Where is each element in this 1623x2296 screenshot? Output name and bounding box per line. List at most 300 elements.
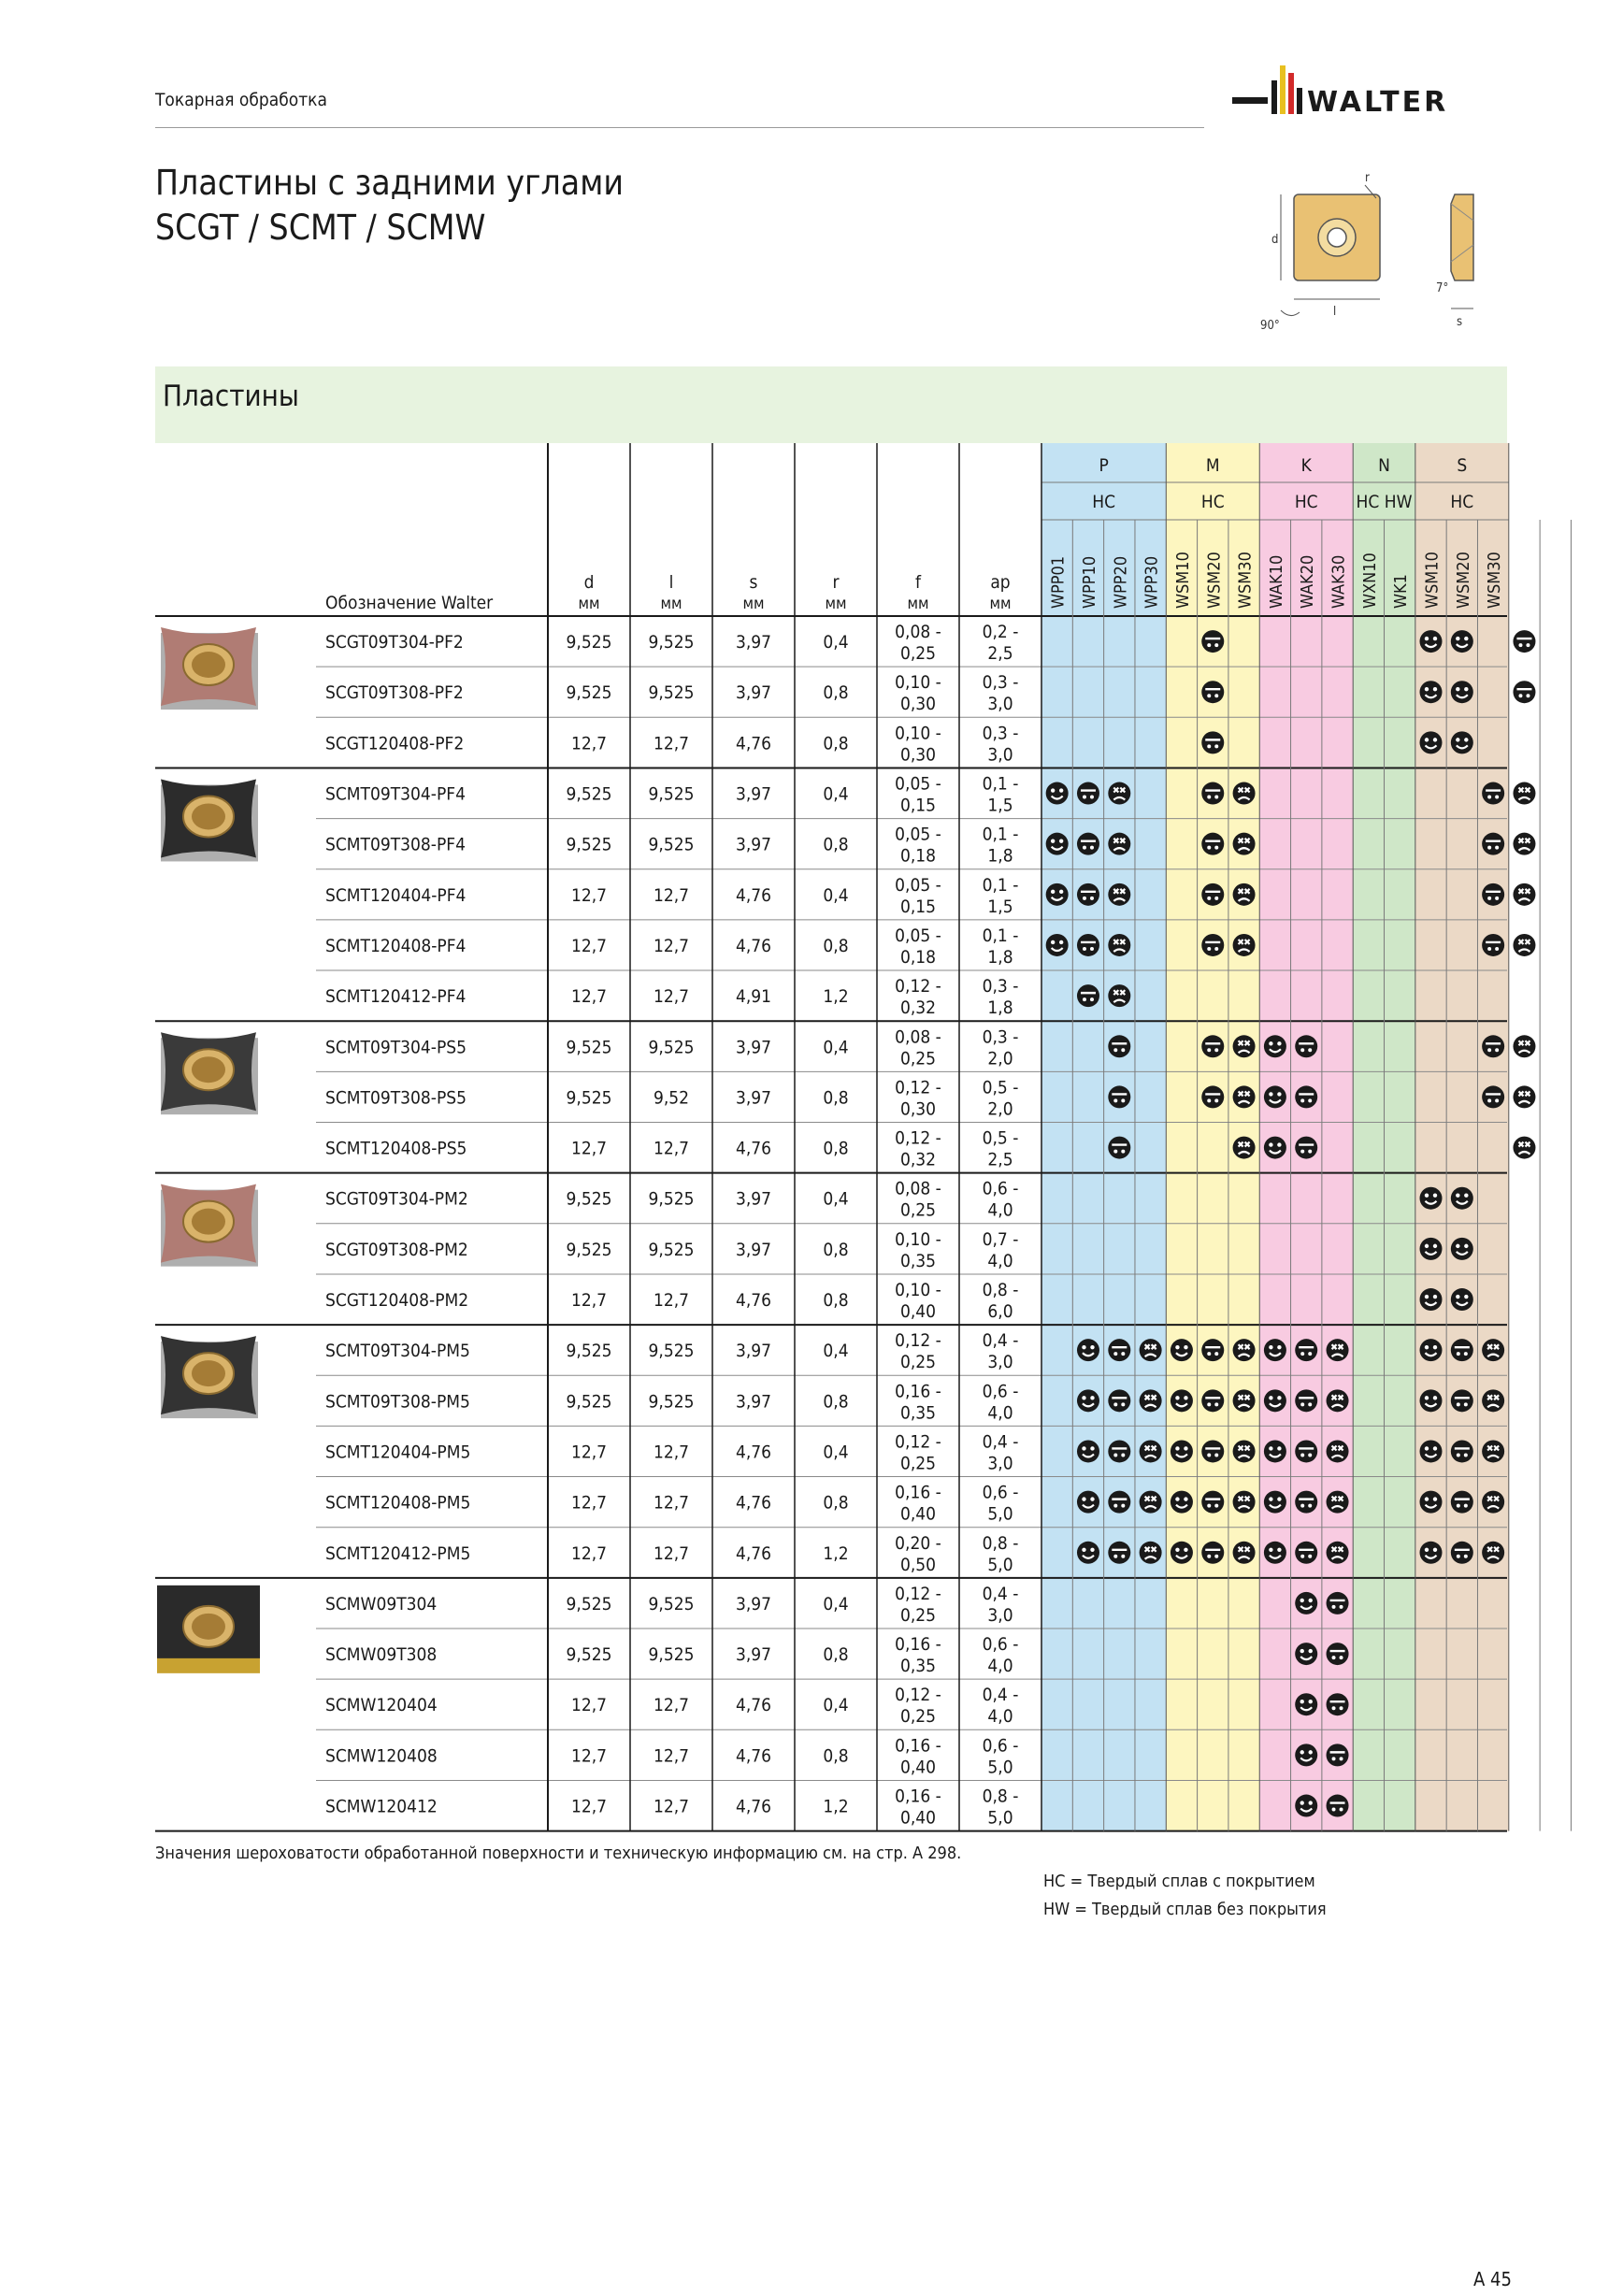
table-row bbox=[325, 825, 1018, 867]
value-s: 4,76 bbox=[735, 1695, 772, 1716]
suitability-mark-medium bbox=[1201, 1491, 1224, 1514]
suitability-mark-good bbox=[1451, 630, 1473, 653]
value-f-min: 0,20 - bbox=[895, 1532, 941, 1554]
value-f-max: 0,50 bbox=[899, 1554, 937, 1575]
designation: SCGT09T308-PM2 bbox=[325, 1239, 468, 1260]
grade-wak30: WAK30 bbox=[1329, 554, 1349, 609]
value-r: 0,8 bbox=[823, 682, 849, 704]
value-r: 0,8 bbox=[823, 1745, 849, 1767]
title-line-1: Пластины с задними углами bbox=[155, 163, 624, 203]
value-s: 3,97 bbox=[735, 1391, 772, 1413]
value-r: 0,8 bbox=[823, 733, 849, 754]
suitability-mark-medium bbox=[1482, 782, 1504, 805]
suitability-mark-limited bbox=[1233, 934, 1256, 956]
scmt-ps5-insert bbox=[161, 1032, 258, 1114]
suitability-mark-medium bbox=[1108, 1137, 1130, 1159]
suitability-mark-good bbox=[1295, 1744, 1317, 1766]
value-l: 9,525 bbox=[648, 783, 695, 805]
scmw-insert bbox=[157, 1586, 260, 1673]
value-d: 9,525 bbox=[566, 834, 612, 855]
suitability-mark-medium bbox=[1108, 1440, 1130, 1462]
value-ap-max: 5,0 bbox=[987, 1757, 1013, 1778]
value-l: 12,7 bbox=[653, 1290, 690, 1312]
suitability-mark-limited bbox=[1108, 782, 1130, 805]
table-row bbox=[325, 1584, 1018, 1626]
value-r: 0,8 bbox=[823, 1492, 849, 1514]
value-ap-min: 0,6 - bbox=[982, 1381, 1019, 1402]
value-f-min: 0,12 - bbox=[895, 1431, 941, 1453]
value-ap-max: 6,0 bbox=[987, 1301, 1013, 1323]
group-letter-N: N bbox=[1378, 455, 1390, 476]
value-s: 3,97 bbox=[735, 1644, 772, 1666]
designation: SCMT09T308-PF4 bbox=[325, 834, 466, 855]
value-ap-min: 0,5 - bbox=[982, 1077, 1019, 1098]
suitability-mark-good bbox=[1420, 731, 1443, 753]
value-r: 0,8 bbox=[823, 1087, 849, 1109]
grade-wpp30: WPP30 bbox=[1142, 555, 1162, 609]
value-ap-min: 0,8 - bbox=[982, 1532, 1019, 1554]
group-letter-S: S bbox=[1457, 455, 1468, 476]
suitability-mark-good bbox=[1077, 1389, 1099, 1412]
value-r: 0,4 bbox=[823, 783, 849, 805]
suitability-mark-limited bbox=[1108, 984, 1130, 1007]
suitability-mark-medium bbox=[1201, 883, 1224, 906]
suitability-mark-limited bbox=[1513, 833, 1535, 855]
value-l: 12,7 bbox=[653, 733, 690, 754]
suitability-mark-medium bbox=[1201, 833, 1224, 855]
value-l: 12,7 bbox=[653, 1543, 690, 1564]
suitability-mark-medium bbox=[1108, 1035, 1130, 1057]
suitability-mark-good bbox=[1046, 883, 1069, 906]
value-l: 9,525 bbox=[648, 1644, 695, 1666]
suitability-mark-limited bbox=[1513, 1137, 1535, 1159]
suitability-mark-good bbox=[1264, 1339, 1286, 1361]
value-f-min: 0,16 - bbox=[895, 1786, 941, 1807]
suitability-mark-medium bbox=[1201, 681, 1224, 703]
suitability-mark-medium bbox=[1201, 1440, 1224, 1462]
suitability-mark-medium bbox=[1451, 1389, 1473, 1412]
value-f-min: 0,08 - bbox=[895, 1178, 941, 1199]
value-l: 12,7 bbox=[653, 1138, 690, 1159]
value-l: 9,525 bbox=[648, 834, 695, 855]
suitability-mark-medium bbox=[1295, 1137, 1317, 1159]
header-f: f bbox=[914, 572, 922, 593]
label-90: 90° bbox=[1260, 319, 1280, 333]
value-r: 0,4 bbox=[823, 1341, 849, 1362]
suitability-mark-good bbox=[1451, 1187, 1473, 1210]
suitability-mark-medium bbox=[1201, 1542, 1224, 1564]
value-s: 4,91 bbox=[735, 986, 772, 1008]
value-f-max: 0,18 bbox=[899, 946, 937, 968]
value-ap-min: 0,1 - bbox=[982, 874, 1019, 896]
suitability-mark-good bbox=[1420, 630, 1443, 653]
value-ap-min: 0,1 - bbox=[982, 824, 1019, 845]
header-l: l bbox=[668, 572, 674, 593]
value-l: 12,7 bbox=[653, 1745, 690, 1767]
value-l: 9,52 bbox=[653, 1087, 690, 1109]
suitability-mark-limited bbox=[1513, 934, 1535, 956]
table-row bbox=[325, 1280, 1018, 1322]
suitability-mark-limited bbox=[1482, 1339, 1504, 1361]
suitability-mark-limited bbox=[1108, 833, 1130, 855]
table-row bbox=[325, 1128, 1018, 1170]
value-ap-min: 0,4 - bbox=[982, 1583, 1019, 1604]
suitability-mark-limited bbox=[1233, 1440, 1256, 1462]
designation: SCMT120408-PS5 bbox=[325, 1138, 467, 1159]
suitability-mark-limited bbox=[1233, 782, 1256, 805]
value-ap-min: 0,5 - bbox=[982, 1127, 1019, 1149]
suitability-mark-medium bbox=[1295, 1491, 1317, 1514]
suitability-mark-medium bbox=[1327, 1744, 1349, 1766]
suitability-mark-medium bbox=[1482, 883, 1504, 906]
suitability-mark-good bbox=[1420, 1440, 1443, 1462]
value-d: 9,525 bbox=[566, 1593, 612, 1614]
value-s: 4,76 bbox=[735, 884, 772, 906]
table-row bbox=[325, 1533, 1018, 1575]
legend-hc: HC = Твердый сплав с покрытием bbox=[1043, 1872, 1315, 1891]
value-r: 0,8 bbox=[823, 1290, 849, 1312]
value-f-min: 0,12 - bbox=[895, 1330, 941, 1352]
suitability-mark-limited bbox=[1140, 1491, 1162, 1514]
suitability-mark-limited bbox=[1513, 1035, 1535, 1057]
value-f-min: 0,12 - bbox=[895, 1583, 941, 1604]
suitability-mark-limited bbox=[1233, 1491, 1256, 1514]
value-f-min: 0,10 - bbox=[895, 672, 941, 694]
suitability-mark-medium bbox=[1201, 782, 1224, 805]
value-s: 3,97 bbox=[735, 1239, 772, 1260]
value-f-min: 0,12 - bbox=[895, 976, 941, 997]
designation: SCGT09T304-PF2 bbox=[325, 632, 464, 653]
value-d: 9,525 bbox=[566, 1037, 612, 1058]
value-ap-max: 4,0 bbox=[987, 1199, 1013, 1221]
suitability-mark-limited bbox=[1513, 782, 1535, 805]
scgt-pm2-insert bbox=[161, 1184, 258, 1267]
suitability-mark-limited bbox=[1482, 1542, 1504, 1564]
table-row bbox=[325, 1787, 1018, 1829]
suitability-mark-medium bbox=[1077, 883, 1099, 906]
suitability-mark-limited bbox=[1513, 1085, 1535, 1108]
value-l: 9,525 bbox=[648, 1341, 695, 1362]
suitability-mark-limited bbox=[1140, 1542, 1162, 1564]
suitability-mark-medium bbox=[1201, 1085, 1224, 1108]
value-s: 3,97 bbox=[735, 1087, 772, 1109]
value-ap-max: 3,0 bbox=[987, 694, 1013, 715]
designation: SCMT09T304-PF4 bbox=[325, 783, 466, 805]
grade-wak10: WAK10 bbox=[1266, 554, 1286, 609]
suitability-mark-good bbox=[1046, 833, 1069, 855]
suitability-mark-good bbox=[1171, 1339, 1193, 1361]
grade-wsm20: WSM20 bbox=[1204, 552, 1225, 609]
value-r: 0,4 bbox=[823, 1037, 849, 1058]
suitability-mark-limited bbox=[1327, 1542, 1349, 1564]
value-ap-max: 4,0 bbox=[987, 1250, 1013, 1271]
value-s: 4,76 bbox=[735, 1796, 772, 1817]
table-row bbox=[325, 1229, 1018, 1271]
table-row bbox=[325, 926, 1018, 968]
value-f-max: 0,25 bbox=[899, 643, 937, 665]
value-f-min: 0,12 - bbox=[895, 1127, 941, 1149]
suitability-mark-good bbox=[1420, 1339, 1443, 1361]
value-f-min: 0,12 - bbox=[895, 1077, 941, 1098]
title-line-2: SCGT / SCMT / SCMW bbox=[155, 208, 486, 248]
designation: SCMT09T304-PS5 bbox=[325, 1037, 467, 1058]
grade-wpp10: WPP10 bbox=[1079, 555, 1099, 609]
value-l: 9,525 bbox=[648, 1593, 695, 1614]
value-l: 12,7 bbox=[653, 1695, 690, 1716]
value-ap-max: 4,0 bbox=[987, 1706, 1013, 1728]
scgt-pf2-insert bbox=[161, 627, 258, 710]
value-s: 3,97 bbox=[735, 682, 772, 704]
designation: SCGT09T304-PM2 bbox=[325, 1188, 468, 1210]
designation: SCGT09T308-PF2 bbox=[325, 682, 464, 704]
value-f-max: 0,25 bbox=[899, 1604, 937, 1626]
value-ap-min: 0,3 - bbox=[982, 723, 1019, 744]
value-l: 12,7 bbox=[653, 986, 690, 1008]
suitability-mark-good bbox=[1420, 1238, 1443, 1260]
value-ap-min: 0,1 - bbox=[982, 773, 1019, 795]
value-ap-min: 0,2 - bbox=[982, 622, 1019, 643]
suitability-mark-good bbox=[1171, 1491, 1193, 1514]
value-l: 9,525 bbox=[648, 1239, 695, 1260]
grade-wpp01: WPP01 bbox=[1048, 555, 1069, 609]
designation: SCMT09T308-PM5 bbox=[325, 1391, 470, 1413]
legend-hw: HW = Твердый сплав без покрытия bbox=[1043, 1900, 1327, 1919]
value-ap-max: 4,0 bbox=[987, 1656, 1013, 1677]
suitability-mark-limited bbox=[1327, 1389, 1349, 1412]
suitability-mark-good bbox=[1264, 1491, 1286, 1514]
value-f-min: 0,05 - bbox=[895, 874, 941, 896]
suitability-mark-limited bbox=[1233, 1085, 1256, 1108]
value-r: 0,4 bbox=[823, 1442, 849, 1463]
value-f-max: 0,15 bbox=[899, 795, 937, 816]
designation: SCMW120412 bbox=[325, 1796, 438, 1817]
header-s: s bbox=[749, 572, 758, 593]
suitability-mark-limited bbox=[1482, 1440, 1504, 1462]
value-r: 1,2 bbox=[823, 986, 849, 1008]
suitability-mark-medium bbox=[1201, 934, 1224, 956]
group-material-K: HC bbox=[1294, 492, 1318, 512]
logo-wordmark: WALTER bbox=[1307, 86, 1449, 119]
value-d: 9,525 bbox=[566, 682, 612, 704]
designation: SCMW09T308 bbox=[325, 1644, 438, 1666]
value-ap-min: 0,3 - bbox=[982, 1026, 1019, 1048]
suitability-mark-limited bbox=[1482, 1491, 1504, 1514]
header-ap: ap bbox=[990, 572, 1011, 593]
designation: SCMT120412-PF4 bbox=[325, 986, 467, 1008]
value-r: 0,8 bbox=[823, 935, 849, 956]
group-letter-P: P bbox=[1099, 455, 1109, 476]
value-f-max: 0,40 bbox=[899, 1757, 937, 1778]
value-f-max: 0,25 bbox=[899, 1453, 937, 1474]
suitability-mark-limited bbox=[1233, 1542, 1256, 1564]
value-s: 3,97 bbox=[735, 632, 772, 653]
label-l: l bbox=[1333, 305, 1337, 319]
suitability-mark-good bbox=[1264, 1389, 1286, 1412]
table-row bbox=[325, 1431, 1018, 1473]
value-d: 12,7 bbox=[570, 1695, 608, 1716]
value-ap-max: 4,0 bbox=[987, 1402, 1013, 1424]
value-r: 0,4 bbox=[823, 884, 849, 906]
value-r: 0,8 bbox=[823, 1138, 849, 1159]
value-s: 4,76 bbox=[735, 1290, 772, 1312]
suitability-mark-medium bbox=[1513, 630, 1535, 653]
value-r: 0,4 bbox=[823, 1188, 849, 1210]
value-f-max: 0,25 bbox=[899, 1706, 937, 1728]
suitability-mark-limited bbox=[1233, 883, 1256, 906]
value-f-max: 0,30 bbox=[899, 744, 937, 766]
suitability-mark-good bbox=[1295, 1693, 1317, 1715]
suitability-mark-good bbox=[1171, 1542, 1193, 1564]
value-ap-max: 1,8 bbox=[987, 845, 1013, 867]
table-row bbox=[325, 976, 1018, 1018]
value-ap-max: 5,0 bbox=[987, 1554, 1013, 1575]
grade-wsm30: WSM30 bbox=[1235, 552, 1256, 609]
suitability-mark-medium bbox=[1108, 1389, 1130, 1412]
suitability-mark-good bbox=[1077, 1339, 1099, 1361]
suitability-mark-limited bbox=[1233, 1339, 1256, 1361]
value-ap-min: 0,7 - bbox=[982, 1228, 1019, 1250]
table-row bbox=[325, 1077, 1018, 1119]
grade-wpp20: WPP20 bbox=[1111, 555, 1131, 609]
value-ap-max: 5,0 bbox=[987, 1807, 1013, 1829]
table-row bbox=[325, 622, 1018, 664]
table-row bbox=[325, 1179, 1018, 1221]
value-d: 12,7 bbox=[570, 1442, 608, 1463]
value-r: 0,4 bbox=[823, 632, 849, 653]
group-letter-K: K bbox=[1300, 455, 1312, 476]
value-d: 12,7 bbox=[570, 1796, 608, 1817]
suitability-mark-medium bbox=[1201, 1389, 1224, 1412]
header-unit-s: мм bbox=[742, 595, 765, 613]
suitability-mark-medium bbox=[1327, 1693, 1349, 1715]
grade-wak20: WAK20 bbox=[1298, 554, 1318, 609]
table-row bbox=[325, 1483, 1018, 1525]
value-d: 9,525 bbox=[566, 1391, 612, 1413]
value-ap-min: 0,3 - bbox=[982, 672, 1019, 694]
suitability-mark-medium bbox=[1451, 1339, 1473, 1361]
value-l: 9,525 bbox=[648, 682, 695, 704]
value-d: 12,7 bbox=[570, 986, 608, 1008]
suitability-mark-medium bbox=[1108, 1542, 1130, 1564]
value-f-min: 0,10 - bbox=[895, 1280, 941, 1301]
header-unit-f: мм bbox=[907, 595, 929, 613]
table-row bbox=[325, 1381, 1018, 1423]
suitability-mark-good bbox=[1451, 1238, 1473, 1260]
value-f-min: 0,12 - bbox=[895, 1685, 941, 1706]
header-d: d bbox=[583, 572, 595, 593]
suitability-mark-medium bbox=[1108, 1339, 1130, 1361]
value-ap-max: 1,8 bbox=[987, 946, 1013, 968]
suitability-mark-medium bbox=[1327, 1592, 1349, 1614]
suitability-mark-good bbox=[1264, 1137, 1286, 1159]
suitability-mark-good bbox=[1046, 934, 1069, 956]
value-ap-min: 0,8 - bbox=[982, 1280, 1019, 1301]
suitability-mark-good bbox=[1077, 1542, 1099, 1564]
value-d: 12,7 bbox=[570, 935, 608, 956]
value-ap-max: 2,0 bbox=[987, 1048, 1013, 1069]
value-ap-min: 0,4 - bbox=[982, 1685, 1019, 1706]
value-f-min: 0,08 - bbox=[895, 622, 941, 643]
value-d: 12,7 bbox=[570, 733, 608, 754]
table-row bbox=[325, 1330, 1018, 1372]
value-d: 9,525 bbox=[566, 1188, 612, 1210]
designation: SCMW120408 bbox=[325, 1745, 438, 1767]
footnote: Значения шероховатости обработанной поверхности и техническую информацию см. на стр. А 298. bbox=[155, 1844, 962, 1863]
table-row bbox=[325, 774, 1018, 816]
value-f-min: 0,16 - bbox=[895, 1482, 941, 1503]
grade-wk1: WK1 bbox=[1391, 574, 1412, 609]
suitability-mark-good bbox=[1420, 681, 1443, 703]
value-ap-min: 0,6 - bbox=[982, 1178, 1019, 1199]
value-f-max: 0,32 bbox=[899, 1149, 937, 1170]
suitability-mark-good bbox=[1420, 1491, 1443, 1514]
value-f-max: 0,25 bbox=[899, 1199, 937, 1221]
suitability-mark-good bbox=[1295, 1643, 1317, 1665]
suitability-mark-good bbox=[1264, 1035, 1286, 1057]
value-s: 4,76 bbox=[735, 1745, 772, 1767]
suitability-mark-good bbox=[1451, 1288, 1473, 1311]
grade-wsm10: WSM10 bbox=[1422, 552, 1443, 609]
suitability-mark-good bbox=[1264, 1085, 1286, 1108]
scmt-pm5-insert bbox=[161, 1336, 258, 1418]
value-f-min: 0,16 - bbox=[895, 1381, 941, 1402]
value-ap-min: 0,6 - bbox=[982, 1482, 1019, 1503]
suitability-mark-medium bbox=[1077, 782, 1099, 805]
value-d: 9,525 bbox=[566, 783, 612, 805]
suitability-mark-medium bbox=[1482, 833, 1504, 855]
suitability-mark-limited bbox=[1108, 883, 1130, 906]
value-f-max: 0,30 bbox=[899, 1098, 937, 1120]
designation: SCMT120404-PF4 bbox=[325, 884, 467, 906]
suitability-mark-medium bbox=[1482, 1085, 1504, 1108]
table-row bbox=[325, 672, 1018, 714]
value-d: 9,525 bbox=[566, 1341, 612, 1362]
suitability-mark-medium bbox=[1482, 1035, 1504, 1057]
value-l: 12,7 bbox=[653, 935, 690, 956]
header-designation: Обозначение Walter bbox=[325, 593, 494, 613]
value-s: 4,76 bbox=[735, 1492, 772, 1514]
value-r: 0,8 bbox=[823, 1391, 849, 1413]
value-r: 1,2 bbox=[823, 1796, 849, 1817]
value-f-max: 0,40 bbox=[899, 1807, 937, 1829]
suitability-mark-good bbox=[1171, 1440, 1193, 1462]
value-ap-max: 2,5 bbox=[987, 643, 1013, 665]
label-7: 7° bbox=[1436, 281, 1449, 295]
value-s: 3,97 bbox=[735, 1593, 772, 1614]
value-ap-max: 2,0 bbox=[987, 1098, 1013, 1120]
suitability-mark-good bbox=[1077, 1440, 1099, 1462]
value-f-max: 0,35 bbox=[899, 1656, 937, 1677]
suitability-mark-good bbox=[1171, 1389, 1193, 1412]
designation: SCMW09T304 bbox=[325, 1593, 438, 1614]
value-f-max: 0,15 bbox=[899, 896, 937, 917]
designation: SCMT120404-PM5 bbox=[325, 1442, 471, 1463]
value-f-max: 0,32 bbox=[899, 997, 937, 1019]
value-ap-min: 0,6 - bbox=[982, 1735, 1019, 1757]
page-number: А 45 bbox=[1473, 2268, 1512, 2290]
value-s: 4,76 bbox=[735, 1138, 772, 1159]
suitability-mark-good bbox=[1077, 1491, 1099, 1514]
value-r: 0,8 bbox=[823, 834, 849, 855]
group-material-P: HC bbox=[1092, 492, 1116, 512]
designation: SCMT09T304-PM5 bbox=[325, 1341, 470, 1362]
value-d: 12,7 bbox=[570, 884, 608, 906]
suitability-mark-limited bbox=[1140, 1440, 1162, 1462]
suitability-mark-limited bbox=[1327, 1491, 1349, 1514]
label-r: r bbox=[1365, 171, 1370, 185]
suitability-mark-limited bbox=[1327, 1339, 1349, 1361]
value-f-max: 0,25 bbox=[899, 1048, 937, 1069]
